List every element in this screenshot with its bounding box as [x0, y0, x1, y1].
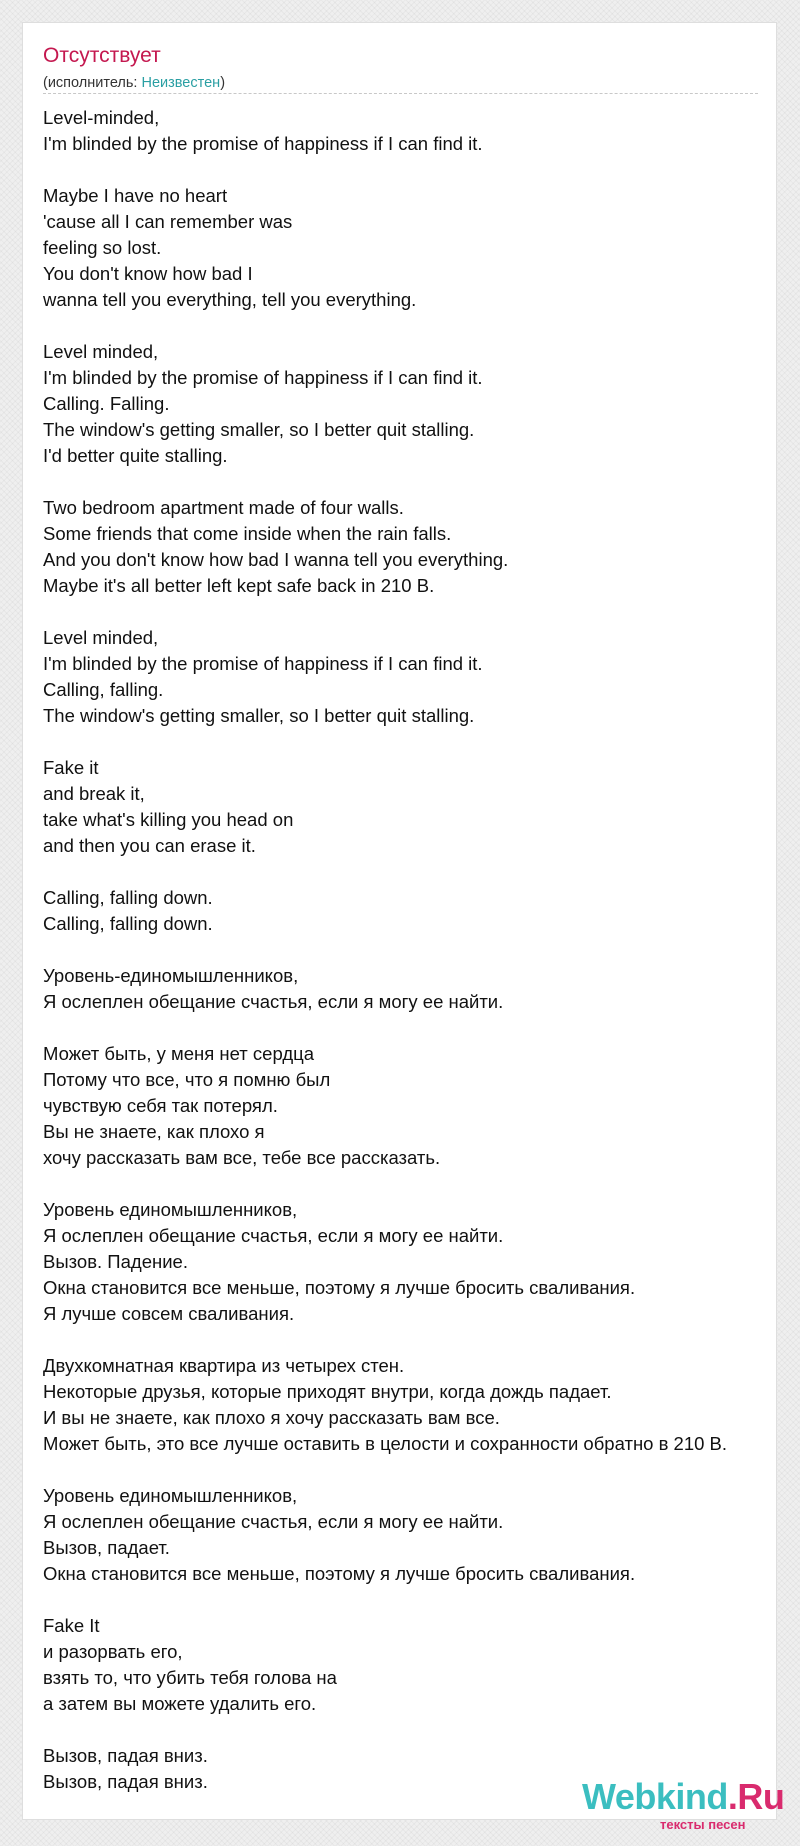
lyric-line: and then you can erase it. — [43, 835, 256, 856]
lyric-line: I'm blinded by the promise of happiness if I can find it. — [43, 133, 483, 154]
lyric-line: а затем вы можете удалить его. — [43, 1693, 317, 1714]
performer-prefix: (исполнитель: — [43, 75, 142, 91]
lyric-line: Я ослеплен обещание счастья, если я могу ее найти. — [43, 991, 504, 1012]
lyric-line: Может быть, у меня нет сердца — [43, 1043, 315, 1064]
lyric-line: Потому что все, что я помню был — [43, 1069, 331, 1090]
lyric-line: take what's killing you head on — [43, 809, 294, 830]
lyric-blank-line — [43, 1171, 777, 1197]
lyric-line: И вы не знаете, как плохо я хочу рассказать вам все. — [43, 1407, 500, 1428]
lyric-line: Вы не знаете, как плохо я — [43, 1121, 265, 1142]
lyric-line: Level minded, — [43, 627, 159, 648]
lyric-line: Two bedroom apartment made of four walls. — [43, 497, 404, 518]
lyric-blank-line — [43, 313, 777, 339]
lyric-line: I'd better quite stalling. — [43, 445, 228, 466]
lyric-line: You don't know how bad I — [43, 263, 253, 284]
lyric-line: Вызов, падая вниз. — [43, 1745, 208, 1766]
lyric-line: Вызов. Падение. — [43, 1251, 188, 1272]
watermark-tld: .Ru — [727, 1776, 785, 1817]
lyric-blank-line — [43, 1717, 777, 1743]
lyric-line: Calling, falling. — [43, 679, 164, 700]
lyric-blank-line — [43, 1015, 777, 1041]
lyric-line: Maybe I have no heart — [43, 185, 228, 206]
lyric-line: Maybe it's all better left kept safe back in 210 B. — [43, 575, 435, 596]
lyric-line: хочу рассказать вам все, тебе все рассказать. — [43, 1147, 441, 1168]
lyric-blank-line — [43, 157, 777, 183]
lyric-line: Окна становится все меньше, поэтому я лучше бросить сваливания. — [43, 1277, 636, 1298]
lyric-line: wanna tell you everything, tell you everything. — [43, 289, 417, 310]
performer-suffix: ) — [220, 75, 226, 91]
lyric-line: Уровень единомышленников, — [43, 1485, 298, 1506]
watermark-tagline: тексты песен — [660, 1817, 746, 1832]
lyrics-card — [22, 22, 777, 1820]
lyric-line: Некоторые друзья, которые приходят внутри, когда дождь падает. — [43, 1381, 612, 1402]
performer-link[interactable]: Неизвестен — [141, 75, 221, 91]
lyric-line: и разорвать его, — [43, 1641, 183, 1662]
lyric-line: чувствую себя так потерял. — [43, 1095, 278, 1116]
watermark-logo — [582, 1777, 784, 1817]
lyric-blank-line — [43, 937, 777, 963]
song-title: Отсутствует — [43, 44, 161, 67]
lyric-line: взять то, что убить тебя голова на — [43, 1667, 337, 1688]
lyric-line: And you don't know how bad I wanna tell you everything. — [43, 549, 509, 570]
watermark-brand: Webkind — [582, 1776, 728, 1817]
lyric-line: Вызов, падая вниз. — [43, 1771, 208, 1792]
lyric-line: Fake It — [43, 1615, 100, 1636]
lyric-blank-line — [43, 599, 777, 625]
lyric-line: Calling, falling down. — [43, 913, 213, 934]
lyric-line: Двухкомнатная квартира из четырех стен. — [43, 1355, 405, 1376]
lyric-line: Уровень-единомышленников, — [43, 965, 299, 986]
lyric-line: Вызов, падает. — [43, 1537, 170, 1558]
lyric-line: Fake it — [43, 757, 99, 778]
title-divider — [43, 93, 758, 94]
lyric-line: and break it, — [43, 783, 145, 804]
lyric-line: I'm blinded by the promise of happiness if I can find it. — [43, 653, 483, 674]
lyric-line: Some friends that come inside when the rain falls. — [43, 523, 452, 544]
lyric-line: Calling. Falling. — [43, 393, 170, 414]
webkind-watermark — [582, 1776, 785, 1839]
lyric-line: feeling so lost. — [43, 237, 162, 258]
lyric-line: Я ослеплен обещание счастья, если я могу ее найти. — [43, 1225, 504, 1246]
lyric-line: The window's getting smaller, so I better quit stalling. — [43, 419, 475, 440]
lyric-line: Уровень единомышленников, — [43, 1199, 298, 1220]
lyric-line: Level-minded, — [43, 107, 160, 128]
lyric-blank-line — [43, 1327, 777, 1353]
lyric-blank-line — [43, 469, 777, 495]
lyric-blank-line — [43, 1587, 777, 1613]
lyrics-text — [43, 105, 777, 1795]
lyric-line: 'cause all I can remember was — [43, 211, 293, 232]
performer-line — [43, 74, 225, 92]
lyric-blank-line — [43, 859, 777, 885]
lyric-line: Окна становится все меньше, поэтому я лучше бросить сваливания. — [43, 1563, 636, 1584]
lyric-line: Может быть, это все лучше оставить в целости и сохранности обратно в 210 B. — [43, 1433, 728, 1454]
lyric-line: I'm blinded by the promise of happiness if I can find it. — [43, 367, 483, 388]
lyric-blank-line — [43, 729, 777, 755]
lyric-line: The window's getting smaller, so I better quit stalling. — [43, 705, 475, 726]
lyric-line: Я ослеплен обещание счастья, если я могу ее найти. — [43, 1511, 504, 1532]
lyric-line: Level minded, — [43, 341, 159, 362]
lyric-line: Calling, falling down. — [43, 887, 213, 908]
lyric-blank-line — [43, 1457, 777, 1483]
lyric-line: Я лучше совсем сваливания. — [43, 1303, 295, 1324]
